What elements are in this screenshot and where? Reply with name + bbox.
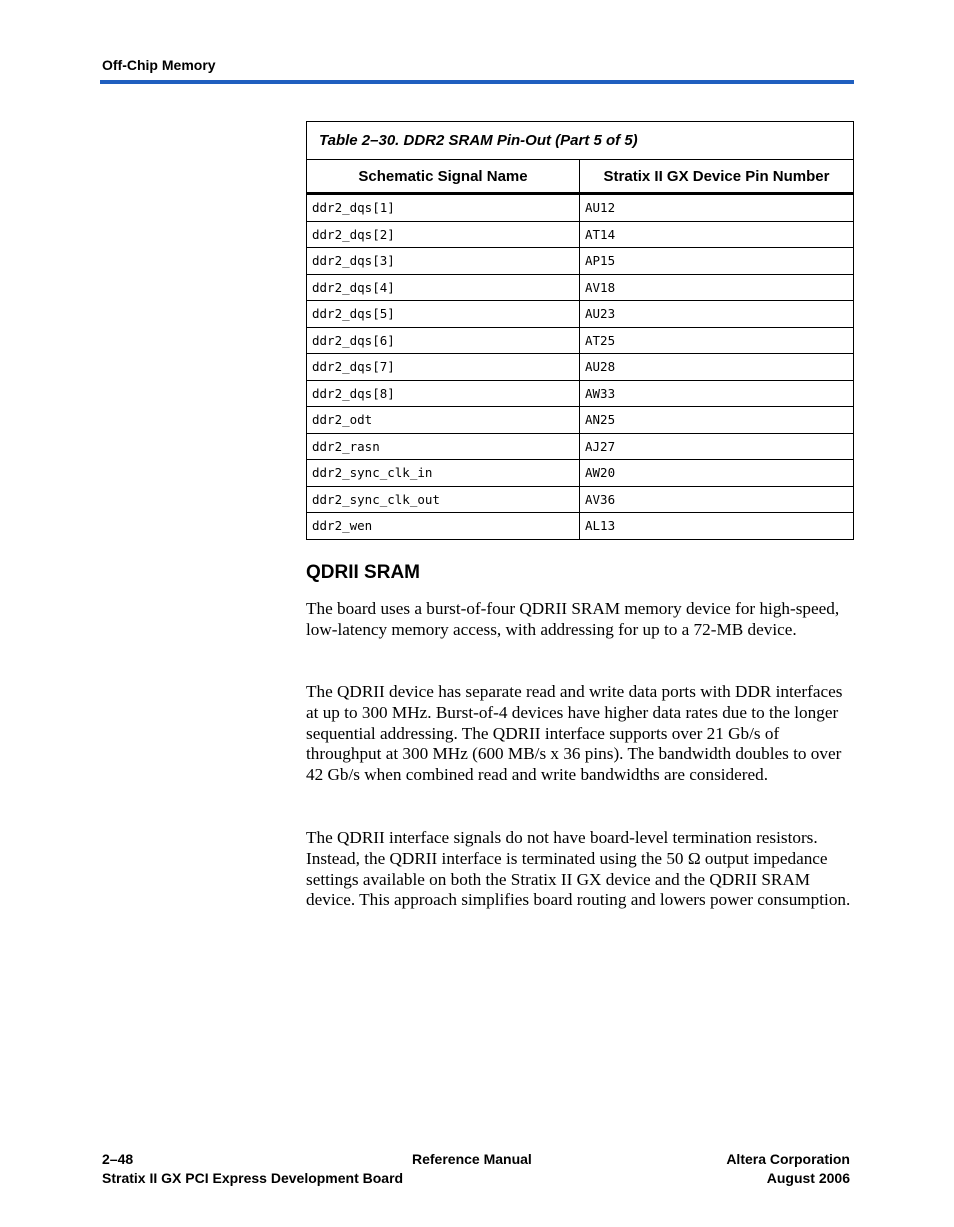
table-row bbox=[307, 301, 854, 328]
pin-number-cell: AV18 bbox=[580, 274, 854, 301]
table-row bbox=[307, 513, 854, 540]
pin-number-cell: AV36 bbox=[580, 486, 854, 513]
table-row bbox=[307, 407, 854, 434]
signal-name-cell: ddr2_odt bbox=[307, 407, 580, 434]
table-row bbox=[307, 486, 854, 513]
table-row bbox=[307, 248, 854, 275]
footer-page-number: 2–48 bbox=[102, 1151, 134, 1167]
table-row bbox=[307, 221, 854, 248]
table-row bbox=[307, 380, 854, 407]
table-caption: Table 2–30. DDR2 SRAM Pin-Out (Part 5 of 5) bbox=[307, 122, 854, 160]
paragraph-termination: The QDRII interface signals do not have board-level termination resistors. Instead, the QDRII interface is terminated using the 50 Ω output impedance settings available on both the Stratix II GX device and the QDRII SRAM device. This approach simplifies board routing and lowers power consumption. bbox=[306, 828, 851, 910]
pin-number-cell: AW33 bbox=[580, 380, 854, 407]
signal-name-cell: ddr2_dqs[2] bbox=[307, 221, 580, 248]
pin-number-cell: AN25 bbox=[580, 407, 854, 434]
table-row bbox=[307, 274, 854, 301]
signal-name-cell: ddr2_dqs[7] bbox=[307, 354, 580, 381]
pin-number-cell: AJ27 bbox=[580, 433, 854, 460]
signal-name-cell: ddr2_dqs[6] bbox=[307, 327, 580, 354]
pin-number-cell: AT14 bbox=[580, 221, 854, 248]
signal-name-cell: ddr2_sync_clk_out bbox=[307, 486, 580, 513]
pinout-table-container bbox=[306, 121, 853, 540]
table-row bbox=[307, 433, 854, 460]
signal-name-cell: ddr2_dqs[3] bbox=[307, 248, 580, 275]
signal-name-cell: ddr2_sync_clk_in bbox=[307, 460, 580, 487]
pin-number-cell: AU23 bbox=[580, 301, 854, 328]
footer-manual-title: Reference Manual bbox=[412, 1151, 532, 1167]
paragraph-intro: The board uses a burst-of-four QDRII SRAM memory device for high-speed, low-latency memory access, with addressing for up to a 72-MB device. bbox=[306, 599, 840, 639]
footer-date: August 2006 bbox=[766, 1170, 850, 1186]
signal-name-cell: ddr2_dqs[5] bbox=[307, 301, 580, 328]
table-row bbox=[307, 327, 854, 354]
section-heading: QDRII SRAM bbox=[306, 562, 420, 583]
signal-name-cell: ddr2_dqs[4] bbox=[307, 274, 580, 301]
signal-name-cell: ddr2_rasn bbox=[307, 433, 580, 460]
pin-number-cell: AP15 bbox=[580, 248, 854, 275]
pinout-table bbox=[306, 121, 854, 540]
table-row bbox=[307, 460, 854, 487]
signal-name-cell: ddr2_dqs[1] bbox=[307, 194, 580, 222]
column-header-pin: Stratix II GX Device Pin Number bbox=[580, 160, 854, 194]
pin-number-cell: AT25 bbox=[580, 327, 854, 354]
pin-number-cell: AW20 bbox=[580, 460, 854, 487]
pin-number-cell: AU12 bbox=[580, 194, 854, 222]
footer-board-name: Stratix II GX PCI Express Development Board bbox=[102, 1170, 404, 1186]
footer-company: Altera Corporation bbox=[726, 1151, 850, 1167]
column-header-signal: Schematic Signal Name bbox=[307, 160, 580, 194]
pin-number-cell: AU28 bbox=[580, 354, 854, 381]
paragraph-data-ports: The QDRII device has separate read and write data ports with DDR interfaces at up to 300 MHz. Burst-of-4 devices have higher data rates due to the longer sequential addressing. The QDRII interface supports over 21 Gb/s of throughput at 300 MHz (600 MB/s x 36 pins). The bandwidth doubles to over 42 Gb/s when combined read and write bandwidths are considered. bbox=[306, 682, 843, 785]
running-header: Off-Chip Memory bbox=[102, 57, 216, 73]
signal-name-cell: ddr2_wen bbox=[307, 513, 580, 540]
table-row bbox=[307, 194, 854, 222]
signal-name-cell: ddr2_dqs[8] bbox=[307, 380, 580, 407]
header-rule bbox=[100, 80, 854, 84]
table-row bbox=[307, 354, 854, 381]
pin-number-cell: AL13 bbox=[580, 513, 854, 540]
